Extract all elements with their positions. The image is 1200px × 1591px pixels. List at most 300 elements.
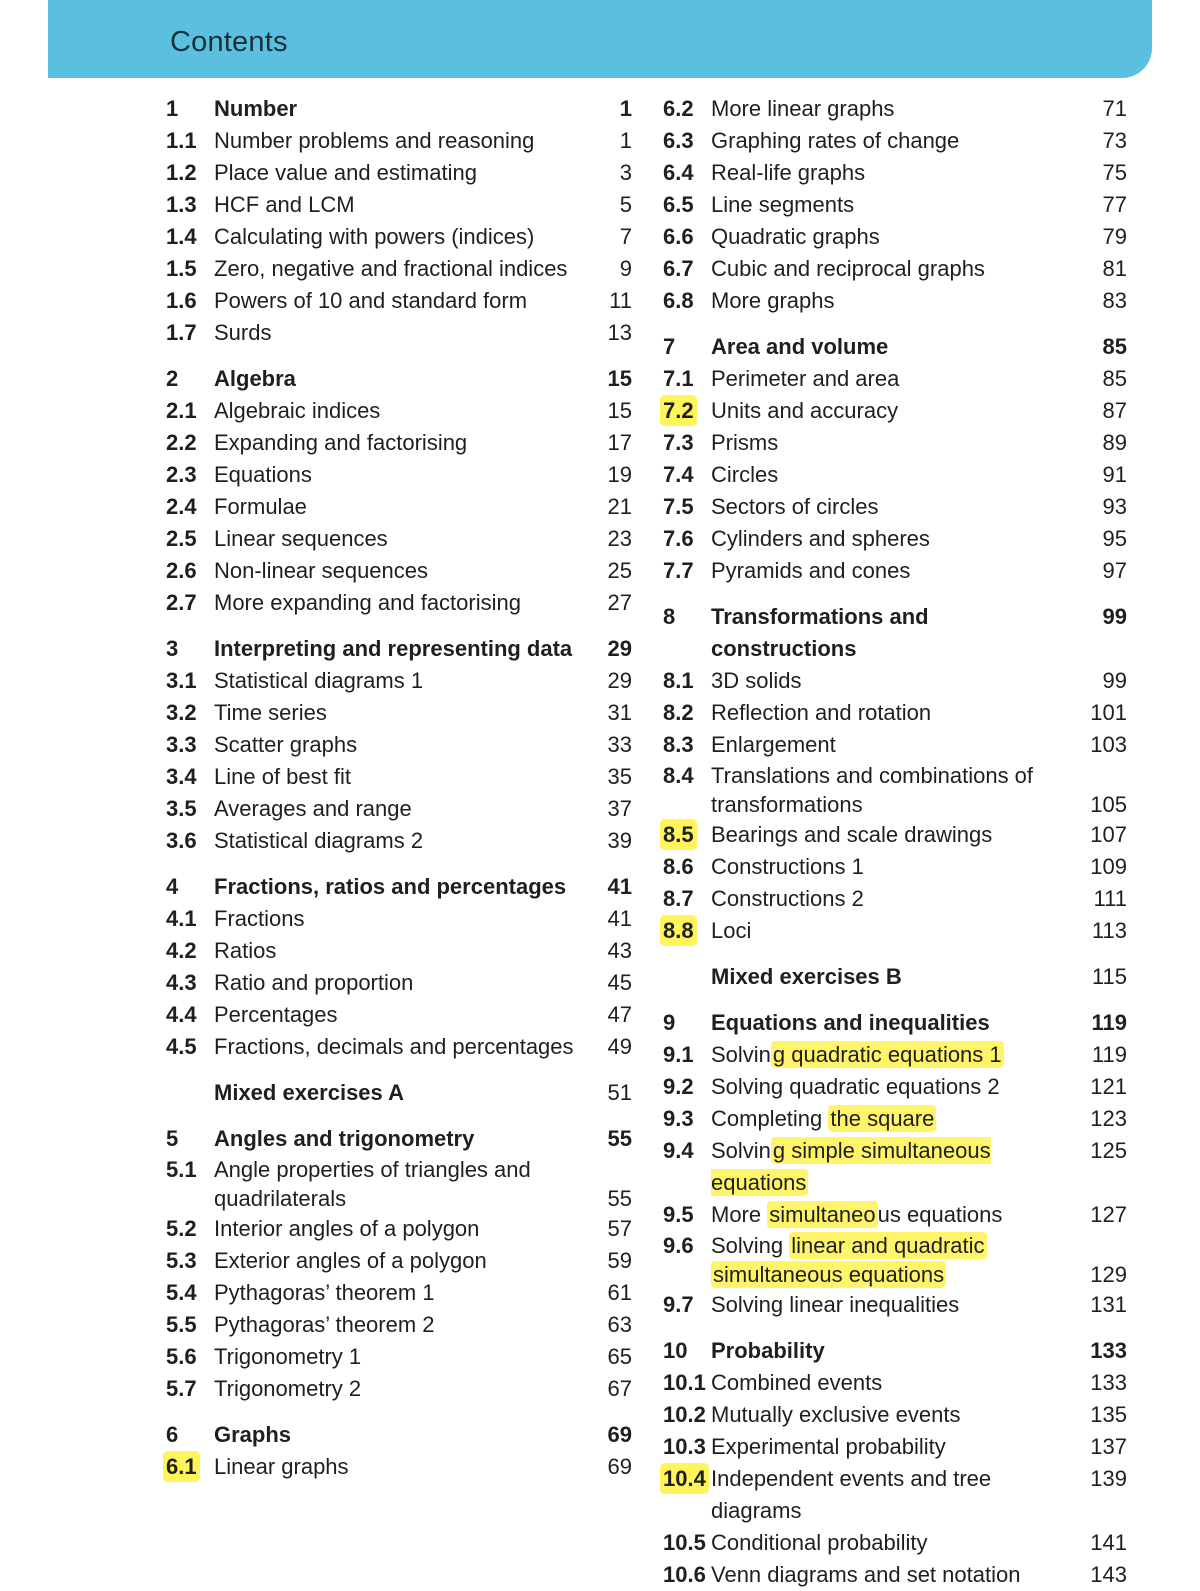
entry-number-text: 8: [663, 604, 676, 629]
entry-title-text: Line segments: [711, 192, 855, 217]
section-entry[interactable]: [663, 1463, 1127, 1527]
section-entry[interactable]: [663, 285, 1127, 317]
chapter-entry[interactable]: [166, 93, 632, 125]
entry-number: [663, 1231, 711, 1260]
section-entry[interactable]: [663, 729, 1127, 761]
entry-number-text: 8.5: [663, 822, 694, 847]
entry-title: [214, 125, 586, 157]
entry-title: [711, 253, 1081, 285]
section-entry[interactable]: [663, 1231, 1127, 1289]
entry-number: [663, 491, 711, 523]
entry-number-text: 3.5: [166, 796, 197, 821]
entry-page-number: 49: [607, 1034, 632, 1059]
entry-title: [214, 459, 586, 491]
section-entry[interactable]: [166, 1245, 632, 1277]
entry-title: [711, 883, 1081, 915]
entry-title: [214, 665, 586, 697]
entry-number-text: 1.2: [166, 160, 197, 185]
entry-number-text: 4.3: [166, 970, 197, 995]
entry-title-text: Averages and range: [214, 796, 412, 821]
entry-number: [663, 1199, 711, 1231]
entry-page-number: 3: [619, 160, 632, 185]
entry-number: [663, 883, 711, 915]
entry-title: [711, 1367, 1081, 1399]
entry-page-number: 91: [1102, 462, 1127, 487]
entry-number-text: 1.3: [166, 192, 197, 217]
entry-number-text: 9.7: [663, 1292, 694, 1317]
entry-number: [663, 761, 711, 790]
entry-page-number: 51: [607, 1080, 632, 1105]
section-entry[interactable]: [663, 93, 1127, 125]
entry-title-text: Solving: [711, 1233, 790, 1258]
entry-number-text: 6: [166, 1422, 179, 1447]
entry-number: [166, 491, 214, 523]
entry-number-text: 5.3: [166, 1248, 197, 1273]
entry-page-number: 47: [607, 1002, 632, 1027]
section-entry[interactable]: [663, 697, 1127, 729]
chapter-entry[interactable]: [663, 601, 1127, 665]
entry-title: [214, 1373, 586, 1405]
entry-page-number: 43: [607, 938, 632, 963]
entry-number-text: 6.2: [663, 96, 694, 121]
entry-number-text: 5.4: [166, 1280, 197, 1305]
entry-title: [214, 935, 586, 967]
section-entry[interactable]: [166, 1309, 632, 1341]
section-entry[interactable]: [166, 1031, 632, 1063]
entry-number-text: 6.8: [663, 288, 694, 313]
section-entry[interactable]: [663, 1135, 1127, 1199]
entry-number: [166, 523, 214, 555]
section-entry[interactable]: [166, 253, 632, 285]
entry-number-text: 9.2: [663, 1074, 694, 1099]
entry-page-number: 99: [1102, 668, 1127, 693]
entry-title: [214, 903, 586, 935]
entry-number-text: 1.1: [166, 128, 197, 153]
entry-number-text: 4: [166, 874, 179, 899]
section-entry[interactable]: [166, 665, 632, 697]
entry-page-number: 31: [607, 700, 632, 725]
entry-title: [214, 395, 586, 427]
entry-title-text: Real-life graphs: [711, 160, 866, 185]
entry-page-number: 77: [1102, 192, 1127, 217]
entry-title-text: Interior angles of a polygon: [214, 1216, 480, 1241]
section-entry[interactable]: [166, 189, 632, 221]
section-entry[interactable]: [166, 825, 632, 857]
entry-number-text: 9.3: [663, 1106, 694, 1131]
entry-page-number: 115: [1091, 964, 1127, 989]
chapter-entry[interactable]: [166, 363, 632, 395]
entry-page-number: 61: [607, 1280, 632, 1305]
entry-title-text: Transformations and constructions: [711, 604, 929, 661]
entry-number-text: 7.7: [663, 558, 694, 583]
entry-number: [663, 1335, 711, 1367]
contents-banner: [48, 0, 1152, 78]
section-entry[interactable]: [166, 427, 632, 459]
entry-number-text: 7.6: [663, 526, 694, 551]
entry-number-text: 3.2: [166, 700, 197, 725]
entry-title-text: Experimental probability: [711, 1434, 946, 1459]
section-entry[interactable]: [166, 125, 632, 157]
section-entry[interactable]: [166, 697, 632, 729]
entry-page-number: 41: [607, 906, 632, 931]
entry-number: [663, 157, 711, 189]
entry-title-text: Number: [214, 96, 298, 121]
section-entry[interactable]: [663, 1199, 1127, 1231]
section-entry[interactable]: [166, 935, 632, 967]
entry-page-number: 17: [607, 430, 632, 455]
entry-number-text: 8.6: [663, 854, 694, 879]
entry-number-text: 7.4: [663, 462, 694, 487]
entry-title-text: Quadratic graphs: [711, 224, 880, 249]
entry-number: [166, 587, 214, 619]
entry-title-text: Loci: [711, 918, 752, 943]
entry-number: [663, 221, 711, 253]
entry-title: [214, 1341, 586, 1373]
entry-number: [663, 395, 711, 427]
entry-number: [166, 1031, 214, 1063]
section-entry[interactable]: [663, 189, 1127, 221]
section-entry[interactable]: [663, 523, 1127, 555]
entry-title: [214, 761, 586, 793]
entry-title: [711, 93, 1081, 125]
section-entry[interactable]: [663, 1289, 1127, 1321]
chapter-entry[interactable]: [663, 1007, 1127, 1039]
chapter-entry[interactable]: [663, 1335, 1127, 1367]
entry-title: [711, 285, 1081, 317]
section-entry[interactable]: [663, 1527, 1127, 1559]
entry-title-text: Completing: [711, 1106, 829, 1131]
entry-title-text: Conditional probability: [711, 1530, 928, 1555]
entry-page-number: 133: [1090, 1370, 1127, 1395]
entry-number: [166, 317, 214, 349]
section-entry[interactable]: [663, 1399, 1127, 1431]
entry-title: [711, 1399, 1081, 1431]
entry-title: [214, 1451, 586, 1483]
entry-page-number: 143: [1090, 1562, 1127, 1587]
entry-page-number: 111: [1093, 886, 1127, 911]
entry-page-number: 121: [1090, 1074, 1127, 1099]
entry-title-text: Pyramids and cones: [711, 558, 911, 583]
entry-number: [663, 93, 711, 125]
entry-number-text: 6.4: [663, 160, 694, 185]
entry-number-text: 2.6: [166, 558, 197, 583]
entry-page-number: 5: [619, 192, 632, 217]
entry-title-text: Linear sequences: [214, 526, 388, 551]
section-entry[interactable]: [166, 587, 632, 619]
chapter-entry[interactable]: [166, 633, 632, 665]
entry-title: [711, 523, 1081, 555]
entry-page-number: 55: [607, 1126, 632, 1151]
section-entry[interactable]: [166, 459, 632, 491]
section-entry[interactable]: [166, 999, 632, 1031]
entry-title: [711, 697, 1081, 729]
entry-number-text: 9.5: [663, 1202, 694, 1227]
section-entry[interactable]: [166, 523, 632, 555]
entry-title-text: Solving quadratic equations 2: [711, 1074, 1000, 1099]
entry-title-text: 3D solids: [711, 668, 802, 693]
section-entry[interactable]: [166, 395, 632, 427]
chapter-entry[interactable]: [663, 331, 1127, 363]
entry-page-number: 11: [609, 288, 632, 313]
entry-number-text: 9.1: [663, 1042, 694, 1067]
entry-title-text: Bearings and scale drawings: [711, 822, 993, 847]
highlighted-phrase: linear and quadratic: [791, 1233, 985, 1258]
entry-page-number: 29: [607, 668, 632, 693]
entry-title-text: Number problems and reasoning: [214, 128, 535, 153]
entry-number-text: 4.5: [166, 1034, 197, 1059]
entry-number: [663, 819, 711, 851]
entry-number: [166, 871, 214, 903]
section-entry[interactable]: [166, 729, 632, 761]
section-entry[interactable]: [166, 967, 632, 999]
entry-title: [711, 395, 1081, 427]
section-entry[interactable]: [166, 1213, 632, 1245]
entry-title: [711, 1199, 1081, 1231]
entry-number-text: 5.5: [166, 1312, 197, 1337]
section-entry[interactable]: [663, 851, 1127, 883]
entry-number-text: 10.1: [663, 1370, 706, 1395]
entry-number-text: 1.4: [166, 224, 197, 249]
entry-title-text: Surds: [214, 320, 272, 345]
section-entry[interactable]: [166, 317, 632, 349]
section-entry[interactable]: [166, 793, 632, 825]
entry-title-text: Combined events: [711, 1370, 883, 1395]
entry-number-text: 8.4: [663, 763, 694, 788]
section-entry[interactable]: [663, 819, 1127, 851]
section-entry[interactable]: [663, 761, 1127, 819]
chapter-entry[interactable]: [166, 1419, 632, 1451]
chapter-entry[interactable]: [166, 1123, 632, 1155]
entry-page-number: 97: [1102, 558, 1127, 583]
entry-number: [166, 1155, 214, 1184]
entry-number: [166, 1213, 214, 1245]
entry-number-text: 10.6: [663, 1562, 706, 1587]
entry-title: [711, 1431, 1081, 1463]
entry-number-text: 4.2: [166, 938, 197, 963]
entry-page-number: 37: [607, 796, 632, 821]
entry-title-text: Linear graphs: [214, 1454, 349, 1479]
entry-page-number: 29: [607, 636, 632, 661]
entry-page-number: 15: [607, 398, 632, 423]
section-entry[interactable]: [663, 157, 1127, 189]
entry-page-number: 21: [607, 494, 632, 519]
entry-title: [711, 761, 1081, 819]
entry-number-text: 10.4: [663, 1466, 706, 1491]
section-entry[interactable]: [663, 363, 1127, 395]
entry-title-text: Pythagoras’ theorem 1: [214, 1280, 435, 1305]
entry-title-text: Trigonometry 2: [214, 1376, 362, 1401]
entry-number: [663, 363, 711, 395]
entry-number: [166, 555, 214, 587]
section-entry[interactable]: [166, 285, 632, 317]
entry-title-text: Perimeter and area: [711, 366, 900, 391]
entry-page-number: 23: [607, 526, 632, 551]
entry-number-text: 3.3: [166, 732, 197, 757]
entry-title: [711, 555, 1081, 587]
page-title: Contents: [170, 26, 288, 58]
entry-title-text: Solvin: [711, 1042, 771, 1067]
entry-title-text: Venn diagrams and set notation: [711, 1562, 1021, 1587]
entry-title-text: Graphs: [214, 1422, 292, 1447]
entry-number: [166, 999, 214, 1031]
entry-page-number: 107: [1090, 822, 1127, 847]
entry-number: [166, 1245, 214, 1277]
section-entry[interactable]: [663, 1431, 1127, 1463]
section-entry[interactable]: [663, 491, 1127, 523]
entry-page-number: 99: [1102, 604, 1127, 629]
entry-title: [214, 317, 586, 349]
section-entry[interactable]: [166, 903, 632, 935]
entry-title: [214, 253, 586, 285]
entry-title: [214, 697, 586, 729]
entry-title-text: Pythagoras’ theorem 2: [214, 1312, 435, 1337]
section-entry[interactable]: [166, 491, 632, 523]
entry-page-number: 127: [1090, 1202, 1127, 1227]
entry-number-text: 2.2: [166, 430, 197, 455]
entry-page-number: 135: [1090, 1402, 1127, 1427]
entry-number: [663, 1559, 711, 1591]
section-entry[interactable]: [663, 459, 1127, 491]
entry-page-number: 15: [607, 366, 632, 391]
section-entry[interactable]: [166, 1155, 632, 1213]
section-entry[interactable]: [663, 1367, 1127, 1399]
entry-title-text: Time series: [214, 700, 327, 725]
entry-title-text: Trigonometry 1: [214, 1344, 362, 1369]
entry-number: [166, 363, 214, 395]
entry-title-text: Ratios: [214, 938, 277, 963]
entry-title: [711, 819, 1081, 851]
section-entry[interactable]: [166, 157, 632, 189]
mixed-exercises-entry[interactable]: [166, 1077, 632, 1109]
entry-page-number: 83: [1102, 288, 1127, 313]
entry-page-number: 79: [1102, 224, 1127, 249]
entry-title: [214, 1155, 586, 1213]
entry-number-text: 10.3: [663, 1434, 706, 1459]
entry-title-text: Calculating with powers (indices): [214, 224, 535, 249]
entry-number: [663, 285, 711, 317]
entry-number-text: 8.2: [663, 700, 694, 725]
entry-title-text: Equations: [214, 462, 312, 487]
entry-title-text: Line of best fit: [214, 764, 351, 789]
entry-number-text: 10.2: [663, 1402, 706, 1427]
entry-title-text: More graphs: [711, 288, 835, 313]
entry-title: [711, 601, 1081, 665]
entry-page-number: 81: [1102, 256, 1127, 281]
highlighted-phrase: g simple simultaneous equations: [711, 1138, 991, 1195]
entry-title: [711, 125, 1081, 157]
entry-title: [214, 1245, 586, 1277]
entry-number-text: 10.5: [663, 1530, 706, 1555]
entry-number-text: 6.5: [663, 192, 694, 217]
entry-number: [166, 1123, 214, 1155]
section-entry[interactable]: [663, 395, 1127, 427]
entry-number: [166, 935, 214, 967]
entry-title: [214, 285, 586, 317]
entry-number: [663, 427, 711, 459]
section-entry[interactable]: [663, 1039, 1127, 1071]
entry-number: [166, 729, 214, 761]
section-entry[interactable]: [663, 915, 1127, 947]
section-entry[interactable]: [166, 761, 632, 793]
entry-title: [214, 729, 586, 761]
entry-title: [214, 999, 586, 1031]
section-entry[interactable]: [166, 1277, 632, 1309]
entry-title-text: Powers of 10 and standard form: [214, 288, 528, 313]
entry-title-text: Formulae: [214, 494, 307, 519]
entry-number: [166, 793, 214, 825]
entry-number: [663, 665, 711, 697]
entry-title: [214, 1277, 586, 1309]
section-entry[interactable]: [663, 883, 1127, 915]
entry-title: [214, 1213, 586, 1245]
entry-number-text: 4.1: [166, 906, 197, 931]
chapter-entry[interactable]: [166, 871, 632, 903]
entry-number-text: 1: [166, 96, 179, 121]
entry-number-text: 6.6: [663, 224, 694, 249]
section-entry[interactable]: [663, 253, 1127, 285]
entry-title: [711, 1335, 1081, 1367]
entry-number: [663, 1135, 711, 1167]
section-entry[interactable]: [166, 221, 632, 253]
entry-title-text: Sectors of circles: [711, 494, 879, 519]
entry-page-number: 113: [1091, 918, 1127, 943]
entry-title: [711, 915, 1081, 947]
entry-title-text: Units and accuracy: [711, 398, 899, 423]
entry-number-text: 1.5: [166, 256, 197, 281]
section-entry[interactable]: [663, 1071, 1127, 1103]
entry-number: [166, 253, 214, 285]
section-entry[interactable]: [663, 125, 1127, 157]
entry-title-text: Non-linear sequences: [214, 558, 429, 583]
entry-title: [214, 363, 586, 395]
entry-number: [663, 697, 711, 729]
section-entry[interactable]: [663, 427, 1127, 459]
entry-title: [711, 1039, 1081, 1071]
entry-number-text: 3: [166, 636, 179, 661]
entry-number: [166, 93, 214, 125]
section-entry[interactable]: [663, 1103, 1127, 1135]
mixed-exercises-entry[interactable]: [663, 961, 1127, 993]
section-entry[interactable]: [663, 555, 1127, 587]
entry-title-text: More linear graphs: [711, 96, 895, 121]
section-entry[interactable]: [166, 555, 632, 587]
entry-title: [214, 189, 586, 221]
entry-title: [711, 1289, 1081, 1321]
section-entry[interactable]: [663, 221, 1127, 253]
entry-title-text: Statistical diagrams 1: [214, 668, 424, 693]
entry-number: [663, 125, 711, 157]
entry-title: [214, 633, 586, 665]
entry-page-number: 119: [1091, 1010, 1127, 1035]
highlighted-phrase: simultaneo: [769, 1202, 876, 1227]
entry-number: [166, 221, 214, 253]
entry-number: [663, 851, 711, 883]
section-entry[interactable]: [663, 665, 1127, 697]
section-entry[interactable]: [663, 1559, 1127, 1591]
entry-page-number: 35: [607, 764, 632, 789]
entry-page-number: 93: [1102, 494, 1127, 519]
entry-title-text: Exterior angles of a polygon: [214, 1248, 487, 1273]
section-entry[interactable]: [166, 1341, 632, 1373]
entry-title-text: Equations and inequalities: [711, 1010, 990, 1035]
entry-number-text: 7.1: [663, 366, 694, 391]
entry-title: [214, 825, 586, 857]
section-entry[interactable]: [166, 1451, 632, 1483]
section-entry[interactable]: [166, 1373, 632, 1405]
entry-title-text: Constructions 2: [711, 886, 864, 911]
entry-number: [166, 903, 214, 935]
entry-title: [711, 459, 1081, 491]
